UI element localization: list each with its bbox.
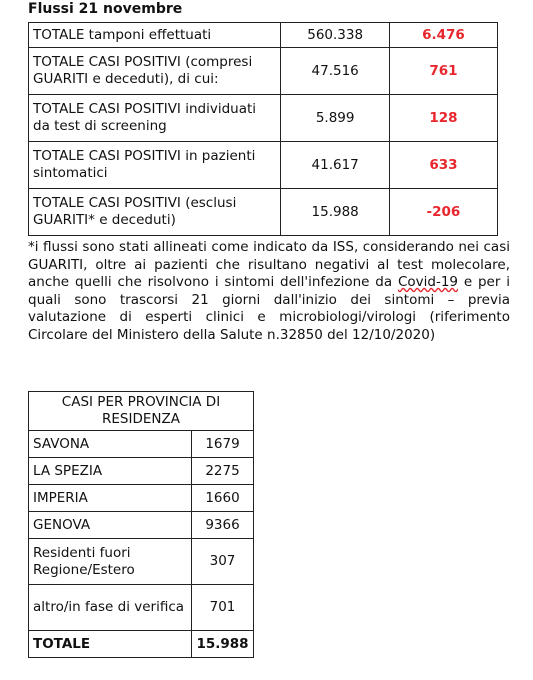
page-title: Flussi 21 novembre — [28, 1, 183, 17]
province-name: GENOVA — [29, 512, 192, 539]
province-name: SAVONA — [29, 431, 192, 458]
row-value: 47.516 — [281, 48, 389, 95]
row-label: TOTALE CASI POSITIVI (compresi GUARITI e deceduti), di cui: — [29, 48, 281, 95]
total-row — [29, 631, 254, 658]
province-name: altro/in fase di verifica — [29, 585, 192, 631]
row-delta: 761 — [389, 48, 497, 95]
province-value: 701 — [192, 585, 254, 631]
total-label: TOTALE — [29, 631, 192, 658]
province-value: 307 — [192, 539, 254, 585]
row-label: TOTALE CASI POSITIVI in pazienti sintomatici — [29, 142, 281, 189]
table-header-row — [29, 392, 254, 431]
province-name: IMPERIA — [29, 485, 192, 512]
footnote-text-end: e per i quali sono trascorsi 21 giorni dall'inizio dei sintomi – previa valutazione di esperti clinici e microbiologi/virologi (riferimento Circolare del Ministero della Salute n.32850 del 12/10/2020) — [28, 274, 510, 343]
table-row — [29, 95, 498, 142]
table-row — [29, 585, 254, 631]
row-value: 5.899 — [281, 95, 389, 142]
row-delta: 633 — [389, 142, 497, 189]
row-value: 41.617 — [281, 142, 389, 189]
province-value: 1679 — [192, 431, 254, 458]
table-row — [29, 539, 254, 585]
province-name: LA SPEZIA — [29, 458, 192, 485]
footnote-text: *i flussi sono stati allineati come indicato da ISS, considerando nei casi GUARITI, oltre ai pazienti che risultano negativi al test molecolare, anche quelli che risolvono i sintomi dell'infezione da — [28, 239, 510, 290]
row-delta: -206 — [389, 189, 497, 236]
table-row — [29, 142, 498, 189]
row-value: 560.338 — [281, 23, 389, 48]
province-value: 1660 — [192, 485, 254, 512]
table-row — [29, 512, 254, 539]
row-value: 15.988 — [281, 189, 389, 236]
flussi-table — [28, 22, 498, 236]
table-row — [29, 189, 498, 236]
row-delta: 128 — [389, 95, 497, 142]
row-label: TOTALE CASI POSITIVI individuati da test di screening — [29, 95, 281, 142]
table-row — [29, 458, 254, 485]
table-row — [29, 431, 254, 458]
table-row — [29, 48, 498, 95]
province-value: 2275 — [192, 458, 254, 485]
province-table — [28, 391, 254, 658]
footnote-covid: Covid-19 — [397, 274, 459, 290]
province-value: 9366 — [192, 512, 254, 539]
table-row — [29, 485, 254, 512]
footnote — [28, 239, 510, 344]
total-value: 15.988 — [192, 631, 254, 658]
row-label: TOTALE CASI POSITIVI (esclusi GUARITI* e deceduti) — [29, 189, 281, 236]
province-name: Residenti fuori Regione/Estero — [29, 539, 192, 585]
row-label: TOTALE tamponi effettuati — [29, 23, 281, 48]
row-delta: 6.476 — [389, 23, 497, 48]
province-header: CASI PER PROVINCIA DI RESIDENZA — [29, 392, 254, 431]
table-row — [29, 23, 498, 48]
